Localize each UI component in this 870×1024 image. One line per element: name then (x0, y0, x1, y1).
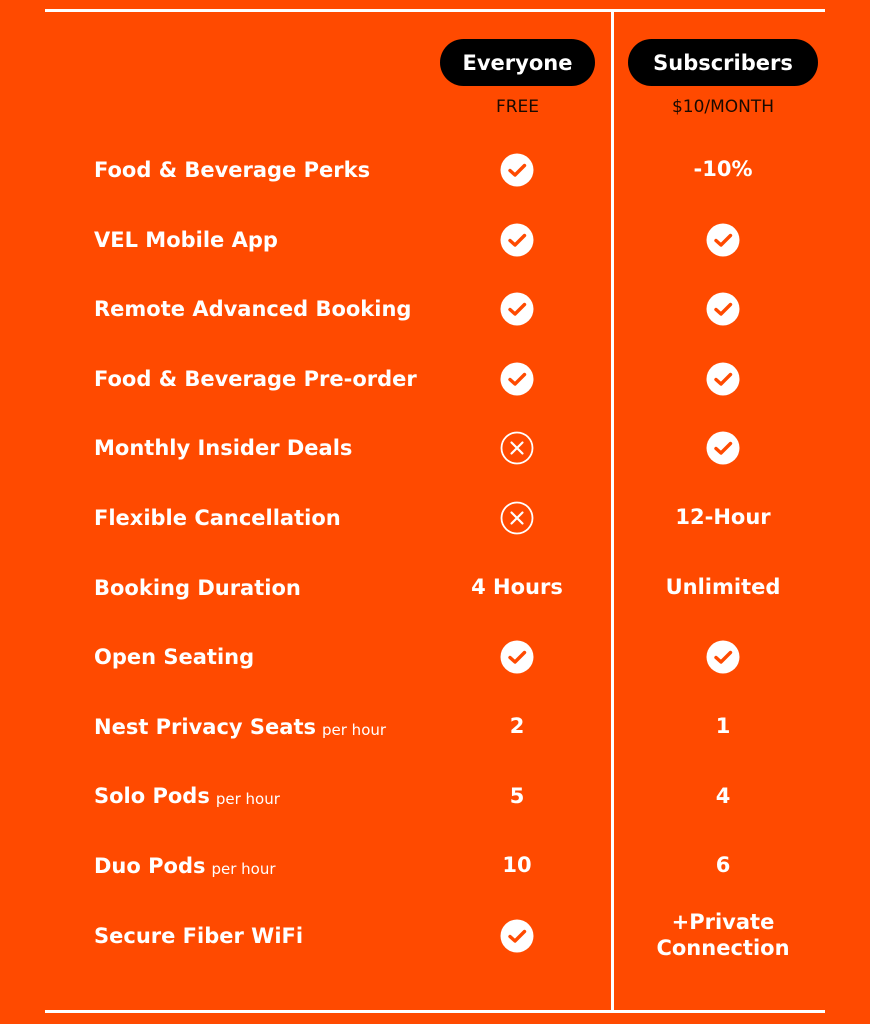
everyone-value (437, 766, 597, 826)
table-row (0, 906, 870, 966)
table-row (0, 558, 870, 618)
subscribers-value (614, 836, 832, 896)
everyone-cell (437, 140, 597, 200)
table-row (0, 488, 870, 548)
feature-name: Duo Pods (94, 854, 206, 878)
feature-unit: per hour (211, 860, 276, 878)
subscribers-cell (614, 627, 832, 687)
check-circle-icon (500, 153, 534, 187)
check-circle-icon (706, 362, 740, 396)
feature-name: Secure Fiber WiFi (94, 923, 304, 948)
everyone-price: FREE (495, 97, 540, 117)
subscribers-value-text: 6 (715, 853, 731, 878)
table-row (0, 210, 870, 270)
check-circle-icon (500, 640, 534, 674)
subscribers-cell (614, 210, 832, 270)
everyone-cell (437, 906, 597, 966)
feature-name: VEL Mobile App (94, 227, 278, 252)
check-circle-icon (706, 431, 740, 465)
everyone-value-text: 5 (509, 783, 525, 808)
everyone-cell (437, 418, 597, 478)
table-row (0, 836, 870, 896)
subscribers-value-text: +Private Connection (656, 910, 790, 960)
check-circle-icon (500, 292, 534, 326)
feature-name: Nest Privacy Seats (94, 714, 316, 739)
feature-label (94, 210, 278, 270)
subscribers-cell (614, 279, 832, 339)
feature-label (94, 279, 411, 339)
feature-label (94, 140, 370, 200)
feature-unit: per hour (215, 790, 280, 809)
subscribers-cell (614, 418, 832, 478)
subscribers-value (614, 558, 832, 618)
feature-name: Booking Duration (94, 575, 301, 600)
subscribers-value-text: 12-Hour (675, 505, 771, 530)
table-row (0, 697, 870, 757)
everyone-cell (437, 627, 597, 687)
subscribers-value-text: -10% (693, 157, 753, 182)
feature-name: Remote Advanced Booking (94, 297, 412, 322)
feature-label (94, 697, 386, 757)
everyone-value-text: 2 (509, 714, 525, 739)
feature-label (94, 349, 417, 409)
everyone-cell (437, 210, 597, 270)
check-circle-icon (706, 640, 740, 674)
subscribers-value (614, 766, 832, 826)
table-row (0, 418, 870, 478)
feature-name: Monthly Insider Deals (94, 436, 353, 461)
feature-name: Open Seating (94, 645, 255, 670)
everyone-tier-badge: Everyone (440, 39, 595, 86)
table-row (0, 349, 870, 409)
subscribers-value (614, 140, 832, 200)
subscribers-value-text: 4 (715, 783, 731, 808)
subscribers-cell (614, 349, 832, 409)
table-row (0, 140, 870, 200)
subscribers-price: $10/MONTH (671, 97, 775, 117)
feature-label (94, 627, 254, 687)
everyone-cell (437, 349, 597, 409)
table-row (0, 766, 870, 826)
everyone-value (437, 697, 597, 757)
subscribers-value-text: 1 (715, 714, 731, 739)
feature-label (94, 488, 341, 548)
feature-name: Flexible Cancellation (94, 506, 341, 530)
table-row (0, 279, 870, 339)
feature-name: Solo Pods (94, 784, 210, 809)
everyone-value (437, 836, 597, 896)
x-circle-icon (500, 431, 534, 465)
everyone-value-text: 4 Hours (471, 575, 563, 599)
bottom-divider (45, 1010, 825, 1013)
feature-unit: per hour (322, 720, 387, 739)
feature-label (94, 836, 276, 896)
everyone-value (437, 558, 597, 618)
everyone-value-text: 10 (502, 853, 532, 878)
subscribers-value-text: Unlimited (665, 575, 781, 599)
check-circle-icon (500, 919, 534, 953)
check-circle-icon (500, 362, 534, 396)
feature-label (94, 418, 352, 478)
feature-label (94, 766, 280, 826)
subscribers-value (614, 906, 832, 966)
check-circle-icon (706, 223, 740, 257)
subscribers-tier-badge: Subscribers (628, 39, 818, 86)
everyone-cell (437, 488, 597, 548)
check-circle-icon (706, 292, 740, 326)
x-circle-icon (500, 501, 534, 535)
feature-name: Food & Beverage Perks (94, 158, 371, 182)
subscribers-value (614, 488, 832, 548)
feature-name: Food & Beverage Pre-order (94, 366, 417, 391)
feature-label (94, 906, 303, 966)
subscribers-value (614, 697, 832, 757)
feature-label (94, 558, 301, 618)
top-divider (45, 9, 825, 12)
table-row (0, 627, 870, 687)
everyone-cell (437, 279, 597, 339)
check-circle-icon (500, 223, 534, 257)
